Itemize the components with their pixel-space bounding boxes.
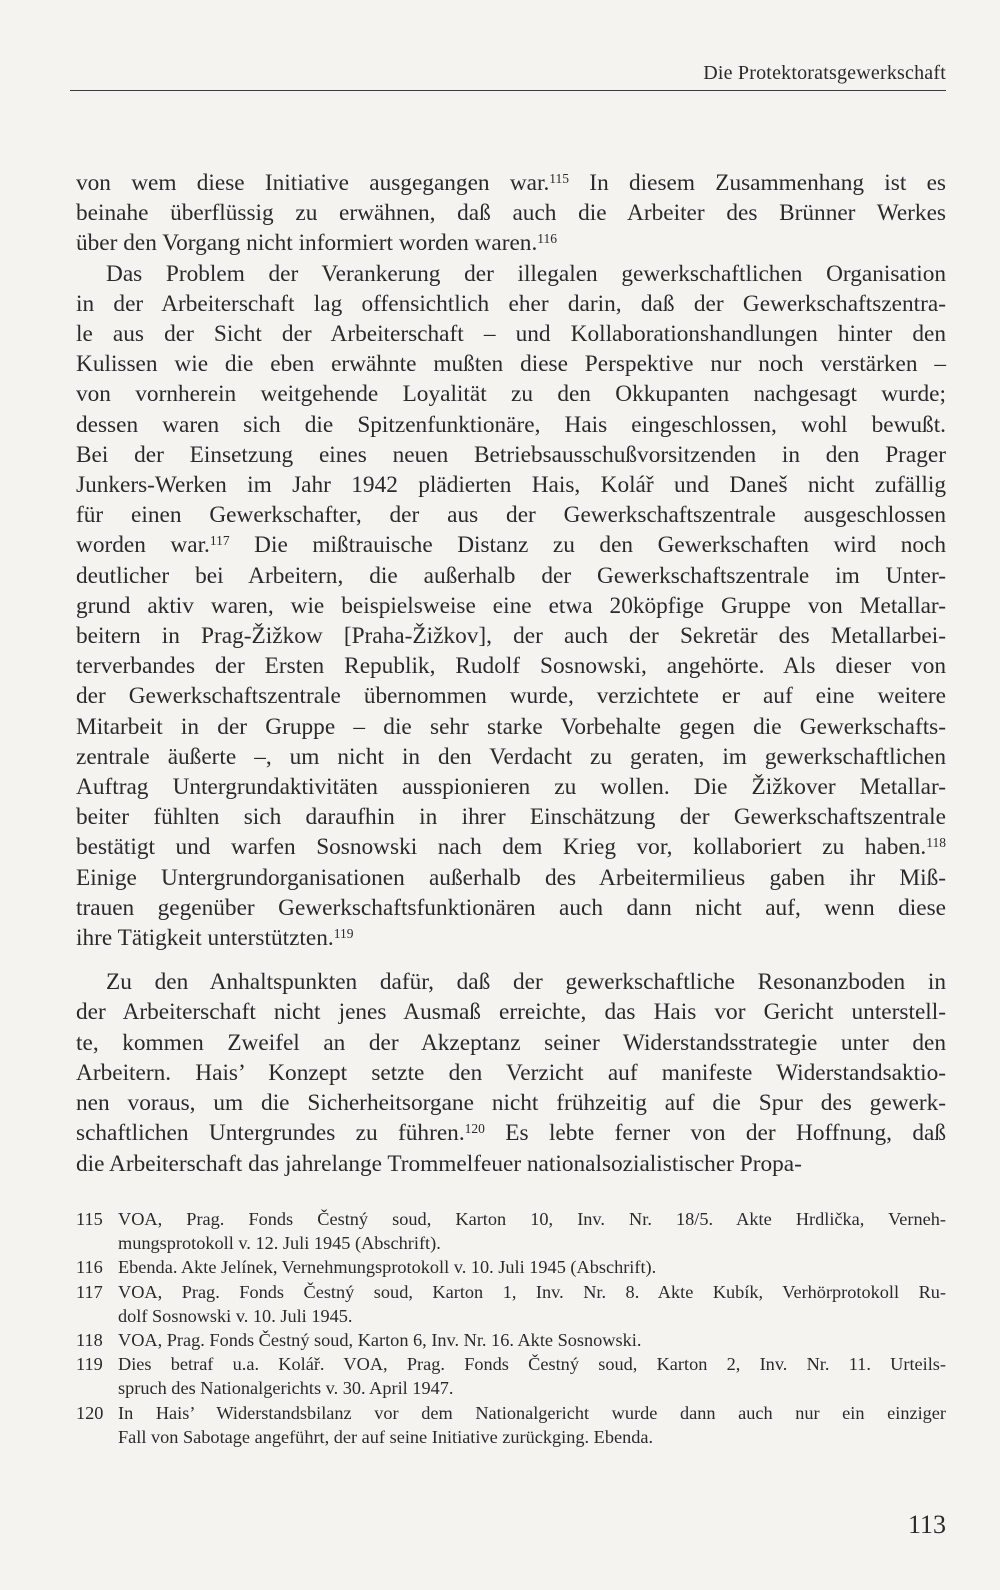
text-line bbox=[76, 440, 946, 470]
text-segment: le aus der Sicht der Arbeiterschaft – und Kollaborationshandlungen hinter den bbox=[76, 321, 946, 348]
text-line bbox=[76, 863, 946, 893]
text-line bbox=[76, 228, 946, 258]
footnote bbox=[76, 1280, 946, 1328]
text-segment: für einen Gewerkschafter, der aus der Gewerkschaftszentrale ausgeschlossen bbox=[76, 502, 946, 529]
footnote-line: dolf Sosnowski v. 10. Juli 1945. bbox=[118, 1305, 353, 1326]
text-line bbox=[76, 1028, 946, 1058]
running-head bbox=[70, 60, 946, 91]
text-segment: Das Problem der Verankerung der illegalen gewerkschaftlichen Organisation bbox=[106, 260, 946, 287]
text-segment: beiter fühlten sich daraufhin in ihrer Einschätzung der Gewerkschaftszentrale bbox=[76, 804, 946, 831]
footnote bbox=[76, 1207, 946, 1255]
text-segment: beitern in Prag-Žižkow [Praha-Žižkov], der auch der Sekretär des Metallarbei- bbox=[76, 623, 946, 650]
text-line bbox=[76, 712, 946, 742]
text-line bbox=[76, 1149, 946, 1179]
text-line bbox=[76, 742, 946, 772]
text-line bbox=[76, 530, 946, 560]
footnote-line: VOA, Prag. Fonds Čestný soud, Karton 10, Inv. Nr. 18/5. Akte Hrdlička, Verneh- bbox=[118, 1209, 946, 1229]
text-segment: Auftrag Untergrundaktivitäten ausspionieren zu wollen. Die Žižkover Metallar- bbox=[76, 774, 946, 801]
text-segment: von vornherein weitgehende Loyalität zu den Okkupanten nachgesagt wurde; bbox=[76, 381, 946, 408]
footnote-line: Fall von Sabotage angeführt, der auf seine Initiative zurückging. Ebenda. bbox=[118, 1426, 654, 1447]
text-line bbox=[76, 997, 946, 1027]
text-line bbox=[76, 259, 946, 289]
text-line bbox=[76, 500, 946, 530]
footnote-line: mungsprotokoll v. 12. Juli 1945 (Abschrift). bbox=[118, 1233, 441, 1254]
footnote bbox=[76, 1401, 946, 1449]
text-line bbox=[76, 802, 946, 832]
text-line bbox=[76, 168, 946, 198]
text-segment: trauen gegenüber Gewerkschaftsfunktionären auch dann nicht auf, wenn diese bbox=[76, 894, 946, 921]
footnote bbox=[76, 1352, 946, 1400]
text-segment: grund aktiv waren, wie beispielsweise eine etwa 20köpfige Gruppe von Metallar- bbox=[76, 592, 946, 619]
text-line bbox=[76, 651, 946, 681]
text-segment: te, kommen Zweifel an der Akzeptanz seiner Widerstandsstrategie unter den bbox=[76, 1029, 946, 1056]
text-segment: Kulissen wie die eben erwähnte mußten diese Perspektive nur noch verstärken – bbox=[76, 351, 946, 378]
text-segment: ihre Tätigkeit unterstützten. bbox=[76, 925, 334, 952]
footnote bbox=[76, 1255, 946, 1279]
footnote-ref: 120 bbox=[464, 1120, 485, 1136]
text-segment: nen voraus, um die Sicherheitsorgane nicht frühzeitig auf die Spur des gewerk- bbox=[76, 1090, 946, 1117]
footnote bbox=[76, 1328, 946, 1352]
text-line bbox=[76, 319, 946, 349]
text-segment: In diesem Zusammenhang ist es bbox=[569, 170, 946, 196]
text-segment: zentrale äußerte –, um nicht in den Verdacht zu geraten, im gewerkschaftlichen bbox=[76, 743, 946, 770]
text-segment: Die mißtrauische Distanz zu den Gewerkschaften wird noch bbox=[229, 532, 946, 559]
footnote-number: 119 bbox=[76, 1354, 103, 1375]
footnote-number: 117 bbox=[76, 1281, 103, 1302]
text-segment: schaftlichen Untergrundes zu führen. bbox=[76, 1120, 465, 1147]
footnote-ref: 117 bbox=[209, 533, 230, 549]
footnote-ref: 115 bbox=[549, 170, 570, 186]
text-line bbox=[76, 772, 946, 802]
paragraph bbox=[76, 259, 946, 954]
text-line bbox=[76, 681, 946, 711]
text-segment: Zu den Anhaltspunkten dafür, daß der gewerkschaftliche Resonanzboden in bbox=[106, 969, 946, 996]
running-title: Die Protektoratsgewerkschaft bbox=[703, 62, 946, 84]
footnote-number: 118 bbox=[76, 1330, 103, 1351]
footnotes bbox=[76, 1207, 946, 1449]
text-line bbox=[76, 621, 946, 651]
text-segment: Mitarbeit in der Gruppe – die sehr starke Vorbehalte gegen die Gewerkschafts- bbox=[76, 713, 946, 740]
text-line bbox=[76, 561, 946, 591]
footnote-line: VOA, Prag. Fonds Čestný soud, Karton 6, Inv. Nr. 16. Akte Sosnowski. bbox=[118, 1330, 642, 1351]
text-line bbox=[76, 893, 946, 923]
text-segment: bestätigt und warfen Sosnowski nach dem Krieg vor, kollaboriert zu haben. bbox=[76, 834, 927, 861]
body-text bbox=[76, 168, 946, 1179]
text-line bbox=[76, 923, 946, 953]
footnote-line: VOA, Prag. Fonds Čestný soud, Karton 1, Inv. Nr. 8. Akte Kubík, Verhörprotokoll Ru- bbox=[118, 1281, 946, 1302]
text-line bbox=[76, 1118, 946, 1148]
paragraph-gap bbox=[76, 953, 946, 967]
text-segment: beinahe überflüssig zu erwähnen, daß auch die Arbeiter des Brünner Werkes bbox=[76, 200, 946, 227]
text-segment: Es lebte ferner von der Hoffnung, daß bbox=[484, 1120, 946, 1147]
text-line bbox=[76, 832, 946, 862]
text-segment: deutlicher bei Arbeitern, die außerhalb der Gewerkschaftszentrale im Unter- bbox=[76, 562, 946, 589]
footnote-ref: 119 bbox=[333, 925, 354, 941]
footnote-line: spruch des Nationalgerichts v. 30. April 1947. bbox=[118, 1378, 454, 1399]
footnote-number: 120 bbox=[76, 1402, 104, 1423]
text-line bbox=[76, 289, 946, 319]
text-line bbox=[76, 1058, 946, 1088]
page-number: 113 bbox=[907, 1510, 946, 1539]
text-line bbox=[76, 967, 946, 997]
text-line bbox=[76, 591, 946, 621]
paragraph bbox=[76, 168, 946, 259]
footnote-ref: 118 bbox=[926, 835, 946, 851]
text-segment: die Arbeiterschaft das jahrelange Trommelfeuer nationalsozialistischer Propa- bbox=[76, 1150, 802, 1177]
paragraph bbox=[76, 967, 946, 1178]
text-line bbox=[76, 410, 946, 440]
text-line bbox=[76, 470, 946, 500]
text-line bbox=[76, 379, 946, 409]
text-segment: Arbeitern. Hais’ Konzept setzte den Verzicht auf manifeste Widerstandsaktio- bbox=[76, 1059, 946, 1086]
text-segment: in der Arbeiterschaft lag offensichtlich eher darin, daß der Gewerkschaftszentra- bbox=[76, 290, 946, 317]
text-segment: Junkers-Werken im Jahr 1942 plädierten Hais, Kolář und Daneš nicht zufällig bbox=[76, 472, 946, 499]
text-segment: Einige Untergrundorganisationen außerhalb des Arbeitermilieus gaben ihr Miß- bbox=[76, 864, 946, 891]
text-segment: von wem diese Initiative ausgegangen war. bbox=[76, 170, 550, 196]
footnote-line: Ebenda. Akte Jelínek, Vernehmungsprotokoll v. 10. Juli 1945 (Abschrift). bbox=[118, 1257, 657, 1278]
text-segment: dessen waren sich die Spitzenfunktionäre, Hais eingeschlossen, wohl bewußt. bbox=[76, 411, 946, 438]
text-segment: über den Vorgang nicht informiert worden waren. bbox=[76, 230, 538, 257]
text-line bbox=[76, 349, 946, 379]
text-segment: terverbandes der Ersten Republik, Rudolf Sosnowski, angehörte. Als dieser von bbox=[76, 653, 946, 680]
text-line bbox=[76, 1088, 946, 1118]
footnote-line: Dies betraf u.a. Kolář. VOA, Prag. Fonds Čestný soud, Karton 2, Inv. Nr. 11. Urteils- bbox=[118, 1354, 946, 1375]
text-segment: Bei der Einsetzung eines neuen Betriebsausschußvorsitzenden in den Prager bbox=[76, 441, 946, 468]
footnote-number: 115 bbox=[76, 1209, 103, 1229]
text-segment: worden war. bbox=[76, 532, 210, 559]
footnote-number: 116 bbox=[76, 1257, 103, 1278]
text-segment: der Gewerkschaftszentrale übernommen wurde, verzichtete er auf eine weitere bbox=[76, 683, 946, 710]
text-segment: der Arbeiterschaft nicht jenes Ausmaß erreichte, das Hais vor Gericht unterstell- bbox=[76, 999, 946, 1026]
text-line bbox=[76, 198, 946, 228]
footnote-ref: 116 bbox=[537, 230, 558, 246]
footnote-line: In Hais’ Widerstandsbilanz vor dem Nationalgericht wurde dann auch nur ein einziger bbox=[118, 1402, 946, 1423]
